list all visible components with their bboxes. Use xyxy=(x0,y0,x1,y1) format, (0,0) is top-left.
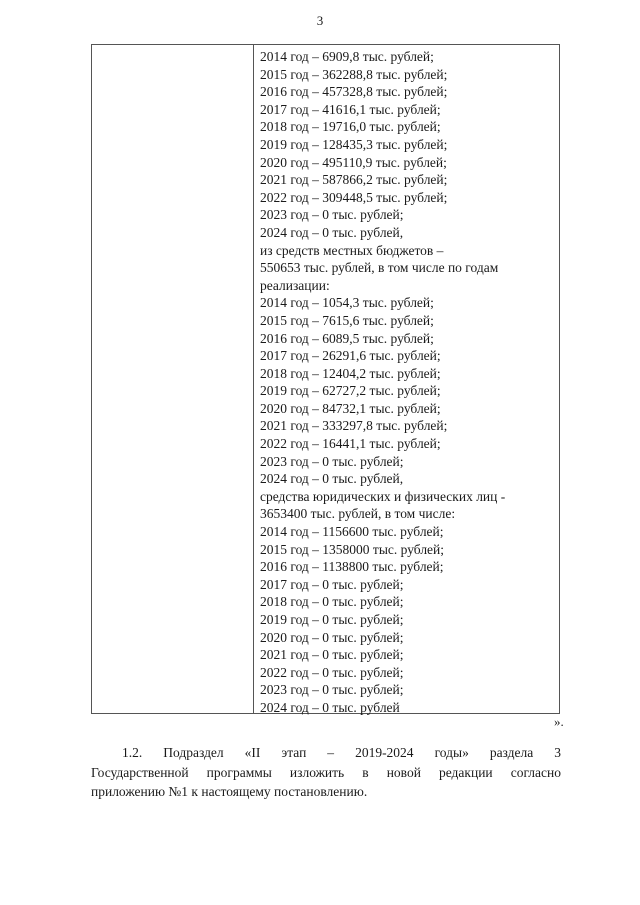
funding-line: 2015 год – 1358000 тыс. рублей; xyxy=(260,541,445,557)
funding-line: 550653 тыс. рублей, в том числе по годам xyxy=(260,260,499,276)
closing-quote-mark: ». xyxy=(554,714,564,729)
funding-line: 2022 год – 16441,1 тыс. рублей; xyxy=(260,436,441,452)
funding-line: 2024 год – 0 тыс. рублей, xyxy=(260,224,404,240)
funding-line: 2021 год – 0 тыс. рублей; xyxy=(260,647,404,663)
paragraph-line-2: Государственной программы изложить в новой редакции согласно xyxy=(91,764,561,780)
funding-line: 2020 год – 0 тыс. рублей; xyxy=(260,629,404,645)
funding-line: 2014 год – 1054,3 тыс. рублей; xyxy=(260,295,434,311)
funding-line: 2020 год – 84732,1 тыс. рублей; xyxy=(260,400,441,416)
funding-line: 2018 год – 0 тыс. рублей; xyxy=(260,594,404,610)
funding-line: 2015 год – 7615,6 тыс. рублей; xyxy=(260,312,434,328)
funding-line: 2017 год – 26291,6 тыс. рублей; xyxy=(260,348,441,364)
funding-line: средства юридических и физических лиц - xyxy=(260,488,506,504)
funding-line: 2024 год – 0 тыс. рублей, xyxy=(260,471,404,487)
funding-line: реализации: xyxy=(260,277,330,293)
funding-line: 2023 год – 0 тыс. рублей; xyxy=(260,453,404,469)
funding-line: 2018 год – 19716,0 тыс. рублей; xyxy=(260,119,441,135)
funding-line: 2019 год – 62727,2 тыс. рублей; xyxy=(260,383,441,399)
funding-lines-list xyxy=(260,48,505,717)
funding-line: 2023 год – 0 тыс. рублей; xyxy=(260,682,404,698)
funding-line: из средств местных бюджетов – xyxy=(260,242,444,258)
funding-line: 2020 год – 495110,9 тыс. рублей; xyxy=(260,154,447,170)
funding-line: 2016 год – 1138800 тыс. рублей; xyxy=(260,559,444,575)
funding-line: 2019 год – 128435,3 тыс. рублей; xyxy=(260,136,448,152)
funding-line: 2022 год – 309448,5 тыс. рублей; xyxy=(260,189,448,205)
funding-line: 2021 год – 587866,2 тыс. рублей; xyxy=(260,172,448,188)
funding-line: 2014 год – 6909,8 тыс. рублей; xyxy=(260,49,434,64)
funding-line: 2016 год – 6089,5 тыс. рублей; xyxy=(260,330,434,346)
amendment-paragraph xyxy=(91,743,561,802)
funding-line: 2017 год – 0 тыс. рублей; xyxy=(260,576,404,592)
funding-line: 2016 год – 457328,8 тыс. рублей; xyxy=(260,84,448,100)
funding-line: 2021 год – 333297,8 тыс. рублей; xyxy=(260,418,448,434)
funding-line: 2022 год – 0 тыс. рублей; xyxy=(260,664,404,680)
paragraph-line-3: приложению №1 к настоящему постановлению. xyxy=(91,784,368,799)
funding-line: 2019 год – 0 тыс. рублей; xyxy=(260,612,404,627)
column-divider xyxy=(253,45,254,713)
funding-line: 2015 год – 362288,8 тыс. рублей; xyxy=(260,66,448,82)
paragraph-line-1: 1.2. Подраздел «II этап – 2019-2024 годы» раздела 3 xyxy=(122,745,561,760)
funding-line: 2014 год – 1156600 тыс. рублей; xyxy=(260,524,444,540)
funding-line: 2018 год – 12404,2 тыс. рублей; xyxy=(260,365,441,381)
funding-line: 2024 год – 0 тыс. рублей xyxy=(260,699,400,715)
funding-line: 3653400 тыс. рублей, в том числе: xyxy=(260,506,456,522)
funding-line: 2017 год – 41616,1 тыс. рублей; xyxy=(260,101,441,117)
funding-line: 2023 год – 0 тыс. рублей; xyxy=(260,207,404,223)
funding-table xyxy=(91,44,560,714)
page-number: 3 xyxy=(316,13,324,28)
